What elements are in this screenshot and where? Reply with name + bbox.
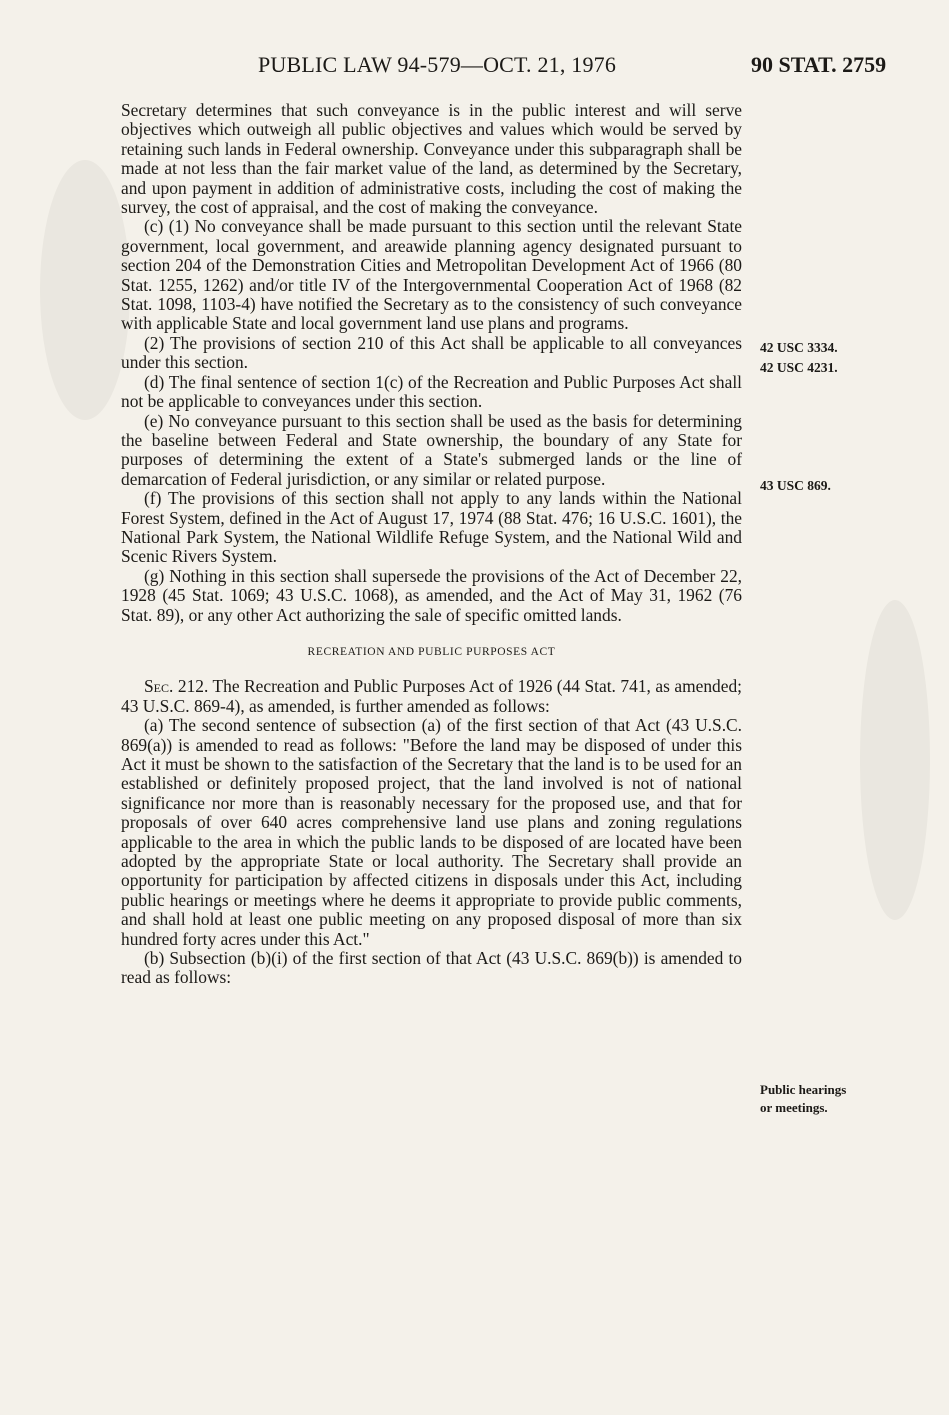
paragraph-c-1: (c) (1) No conveyance shall be made pursuant to this section until the relevant State government, local government, and areawide planning agency designated pursuant to section 204 of the Demonstration Cities and Metropolitan Development Act of 1966 (80 Stat. 1255, 1262) and/or title IV of the Intergovernmental Cooperation Act of 1968 (82 Stat. 1098, 1103-4) have notified the Secretary as to the consistency of such conveyance with applicable State and local government land use plans and programs. [121,216,742,334]
page-header [0,52,949,80]
paragraph-c-2: (2) The provisions of section 210 of this Act shall be applicable to all conveyances under this section. [121,332,742,373]
scan-smudge [40,160,130,420]
running-head-title: PUBLIC LAW 94-579—OCT. 21, 1976 [258,52,617,77]
margin-note-usc-869: 43 USC 869. [760,478,831,493]
margin-note-public-hearings: Public hearings [760,1082,847,1097]
scan-smudge [860,600,930,920]
margin-note-usc-3334: 42 USC 3334. [760,340,838,355]
paragraph-d: (d) The final sentence of section 1(c) of the Recreation and Public Purposes Act shall not be applicable to conveyances under this section. [121,371,742,412]
paragraph-212-b: (b) Subsection (b)(i) of the first section of that Act (43 U.S.C. 869(b)) is amended to read as follows: [121,948,742,988]
margin-note-or-meetings: or meetings. [760,1100,828,1115]
law-text-column [121,101,742,988]
paragraph-212-a: (a) The second sentence of subsection (a) of the first section of that Act (43 U.S.C. 869(a)) is amended to read as follows: "Before the land may be disposed of under this Act it must be shown to the satisfaction of the Secretary that the land is to be used for an established or definitely proposed project, that the land involved is not of national significance nor more than is reasonably necessary for the proposed use, and that for proposals of over 640 acres comprehensive land use plans and zoning regulations applicable to the area in which the public lands to be disposed of are located have been adopted by the appropriate State or local authority. The Secretary shall provide an opportunity for participation by affected citizens in disposals under this Act, including public hearings or meetings where he deems it appropriate to provide public comments, and shall hold at least one public meeting on any proposed disposal of more than six hundred forty acres under this Act." [121,715,742,949]
section-label: Sec. 212. [144,676,209,697]
section-212-text: The Recreation and Public Purposes Act of 1926 (44 Stat. 741, as amended; 43 U.S.C. 869-4), as amended, is further amended as follows: [121,676,742,716]
statute-page-number: 90 STAT. 2759 [751,52,887,77]
paragraph-e: (e) No conveyance pursuant to this section shall be used as the basis for determining the baseline between Federal and State ownership, the boundary of any State for purposes of determining the extent of a State's submerged lands or the line of demarcation of Federal jurisdiction, or any similar or related purpose. [121,410,742,489]
paragraph-f: (f) The provisions of this section shall not apply to any lands within the National Forest System, defined in the Act of August 17, 1974 (88 Stat. 476; 16 U.S.C. 1601), the National Park System, the National Wildlife Refuge System, and the National Wild and Scenic Rivers System. [121,488,742,567]
margin-note-usc-4231: 42 USC 4231. [760,360,838,375]
section-heading: RECREATION AND PUBLIC PURPOSES ACT [307,645,556,658]
section-212-intro [121,677,742,716]
paragraph-g: (g) Nothing in this section shall supersede the provisions of the Act of December 22, 1928 (45 Stat. 1069; 43 U.S.C. 1068), as amended, and the Act of May 31, 1962 (76 Stat. 89), or any other Act authorizing the sale of specific omitted lands. [121,565,742,625]
paragraph-continuation: Secretary determines that such conveyance is in the public interest and will serve objectives which outweigh all public objectives and values which would be served by retaining such lands in Federal ownership. Conveyance under this subparagraph shall be made at not less than the fair market value of the land, as determined by the Secretary, and upon payment in addition of administrative costs, including the cost of making the survey, the cost of appraisal, and the cost of making the conveyance. [121,100,742,218]
